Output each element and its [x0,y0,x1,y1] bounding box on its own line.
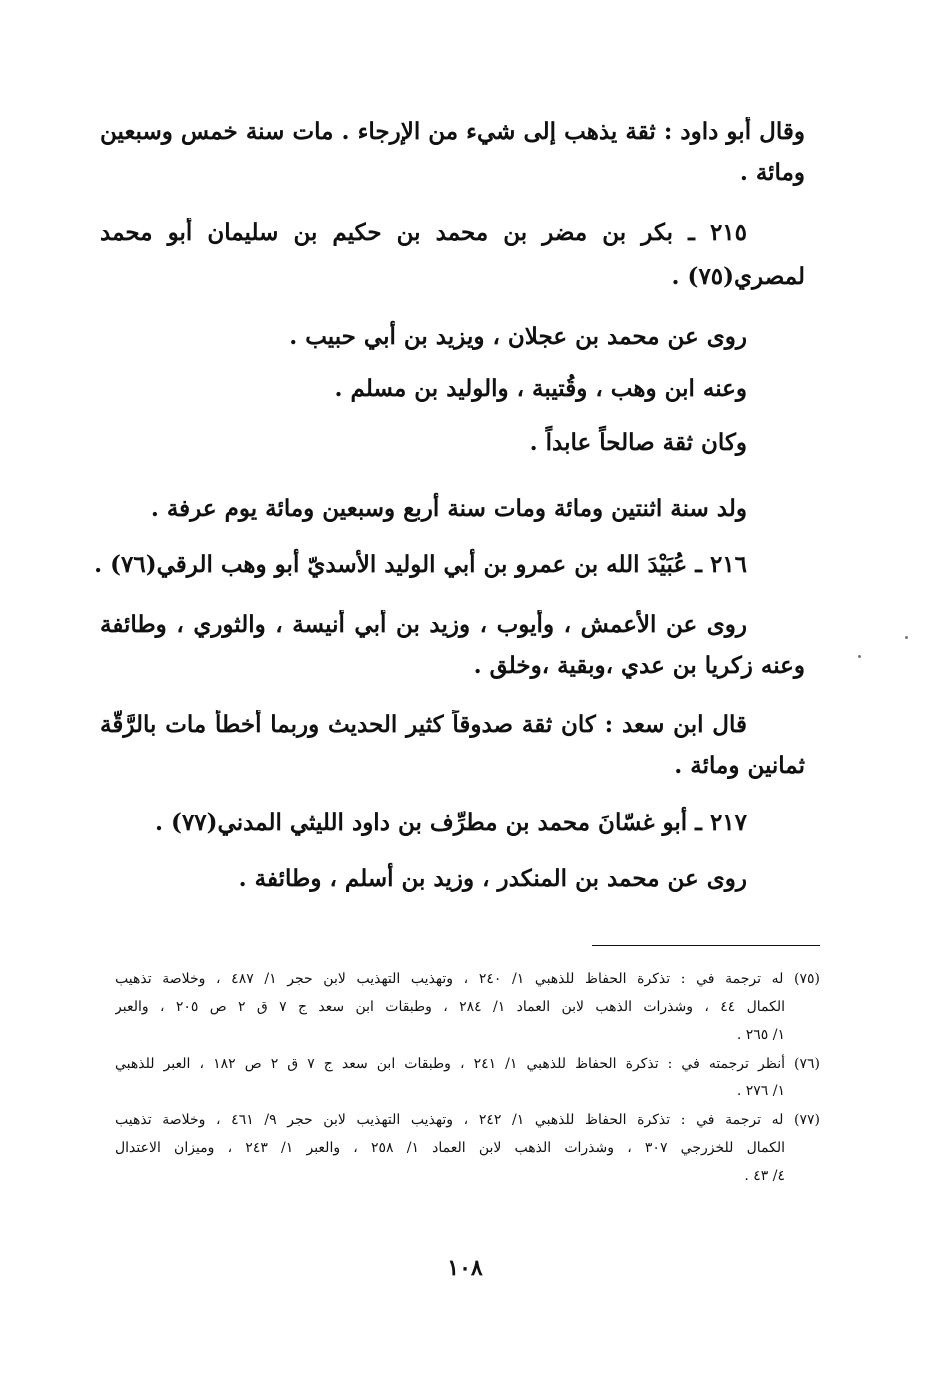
scan-speck [858,655,861,658]
body-line: وقال أبو داود : ثقة يذهب إلى شيء من الإرجاء . مات سنة خمس وسبعين [100,118,805,145]
footnote-75: (٧٥) له ترجمة في : تذكرة الحفاظ للذهبي ١/ ٢٤٠ ، وتهذيب التهذيب لابن حجر ١/ ٤٨٧ ، وخلاصة تذهيب [115,971,820,987]
footnote-line: ٤/ ٤٣ . [744,1168,785,1184]
footnote-separator [592,945,820,946]
body-line: روى عن محمد بن عجلان ، ويزيد بن أبي حبيب . [289,323,747,350]
footnote-77: (٧٧) له ترجمة في : تذكرة الحفاظ للذهبي ١/ ٢٤٢ ، وتهذيب التهذيب لابن حجر ٩/ ٤٦١ ، وخلاصة تذهيب [115,1112,820,1128]
scan-speck [905,636,908,639]
entry-217-heading: ٢١٧ ـ أبو غسّانَ محمد بن مطرِّف بن داود الليثي المدني(٧٧) . [155,809,747,836]
footnote-line: الكمال للخزرجي ٣٠٧ ، وشذرات الذهب لابن العماد ١/ ٢٥٨ ، والعبر ١/ ٢٤٣ ، وميزان الاعتدال [115,1140,785,1156]
entry-216-heading: ٢١٦ ـ عُبَيْدَ الله بن عمرو بن أبي الوليد الأسديّ أبو وهب الرقي(٧٦) . [94,551,747,578]
body-line: لمصري(٧٥) . [671,263,805,290]
body-line: ومائة . [739,159,805,186]
body-line: ولد سنة اثنتين ومائة ومات سنة أربع وسبعين ومائة يوم عرفة . [150,495,747,522]
body-line: قال ابن سعد : كان ثقة صدوقاً كثير الحديث وربما أخطأ مات بالرَّقّة [100,711,747,738]
body-line: وعنه ابن وهب ، وقُتيبة ، والوليد بن مسلم . [334,375,747,402]
body-line: روى عن الأعمش ، وأيوب ، وزيد بن أبي أنيسة ، والثوري ، وطائفة [100,611,747,638]
body-line: ثمانين ومائة . [674,752,805,779]
footnote-line: ١/ ٢٧٦ . [736,1083,785,1099]
body-line: روى عن محمد بن المنكدر ، وزيد بن أسلم ، وطائفة . [238,865,747,892]
footnote-line: الكمال ٤٤ ، وشذرات الذهب لابن العماد ١/ ٢٨٤ ، وطبقات ابن سعد ج ٧ ق ٢ ص ٢٠٥ ، والعبر [115,999,785,1015]
page-number: ١٠٨ [447,1255,483,1281]
entry-215-heading: ٢١٥ ـ بكر بن مضر بن محمد بن حكيم بن سليمان أبو محمد [100,219,747,246]
footnote-76: (٧٦) أنظر ترجمته في : تذكرة الحفاظ للذهبي ١/ ٢٤١ ، وطبقات ابن سعد ج ٧ ق ٢ ص ١٨٢ ، العبر للذهبي [115,1056,820,1072]
body-line: وكان ثقة صالحاً عابداً . [529,429,747,456]
body-line: وعنه زكريا بن عدي ،وبقية ،وخلق . [473,652,805,679]
footnote-line: ١/ ٢٦٥ . [736,1027,785,1043]
